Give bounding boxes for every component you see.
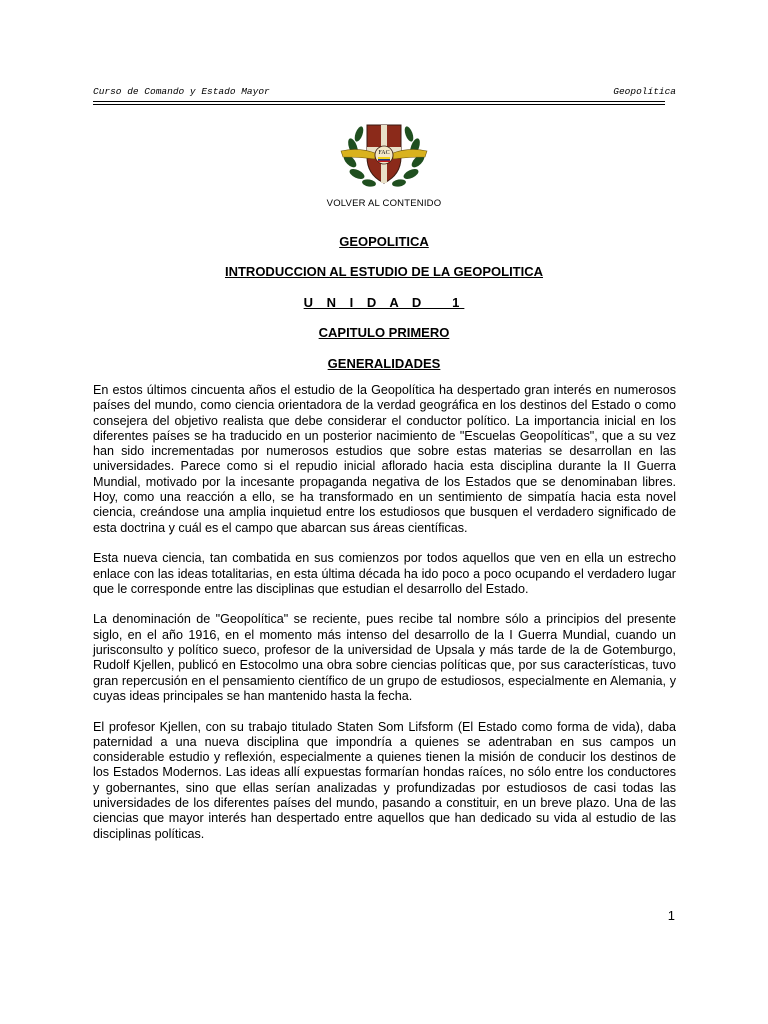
paragraph: En estos últimos cincuenta años el estudio de la Geopolítica ha despertado gran interés en numerosos países del mundo, como ciencia orientadora de la verdad geográfica en los destinos del Estado o como consejera del objetivo realista que debe considerar el conductor político. La importancia inicial en los diferentes países se ha traducido en un posterior nacimiento de "Escuelas Geopolíticas", que a su vez han sido incrementadas por numerosos estudios que sobre estas materias se desarrollan en las universidades. Parece como si el repudio inicial aflorado hacia esta disciplina durante la II Guerra Mundial, motivado por la incesante propaganda negativa de los Estados que se denominaban libres. Hoy, como una reacción a ello, se ha transformado en un sentimiento de simpatía hacia esta novel ciencia, creándose una amplia inquietud entre los estudiosos que busquen el verdadero significado de esta doctrina y cuál es el campo que abarcan sus áreas científicas. — [93, 383, 676, 535]
paragraph: La denominación de "Geopolítica" se reciente, pues recibe tal nombre sólo a principios del presente siglo, en el año 1916, en el momento más intenso del desarrollo de la I Guerra Mundial, cuando un jurisconsulto y político sueco, profesor de la universidad de Upsala y más tarde de la de Gotemburgo, Rudolf Kjellen, publicó en Estocolmo una obra sobre ciencias políticas que, por sus características, tuvo gran repercusión en el pensamiento científico de un grupo de estudiosos, especialmente en Alemania, y cuyas ideas principales se han mantenido hasta la fecha. — [93, 612, 676, 703]
page-number: 1 — [667, 908, 675, 923]
back-to-contents-link[interactable]: VOLVER AL CONTENIDO — [326, 198, 442, 209]
running-header — [93, 86, 676, 100]
chapter-heading: CAPITULO PRIMERO — [318, 325, 450, 340]
header-subject: Geopolítica — [613, 86, 676, 97]
emblem-label: FAC — [378, 150, 390, 156]
paragraph: El profesor Kjellen, con su trabajo titulado Staten Som Lifsform (El Estado como forma de vida), daba paternidad a una nueva disciplina que impondría a quienes se adentraban en sus campos un considerable estudio y reflexión, especialmente a quienes tienen la misión de conducir los destinos de los Estados Modernos. Las ideas allí expuestas formarían hondas raíces, no sólo entre los conductores y gobernantes, sino que ellas serían analizadas y profundizadas por estudiosos de casi todas las universidades de los diferentes países del mundo, pasando a constituir, en un breve plazo. Una de las ciencias que mayor interés han despertado entre aquellos que han dedicado su vida al estudio de las disciplinas políticas. — [93, 719, 676, 841]
body-text — [93, 383, 676, 857]
document-title: GEOPOLITICA — [339, 234, 429, 249]
fac-emblem-icon — [339, 117, 429, 192]
header-rule — [93, 101, 665, 102]
unit-heading: U N I D A D 1 — [303, 295, 465, 310]
header-course-title: Curso de Comando y Estado Mayor — [93, 86, 270, 97]
document-subtitle: INTRODUCCION AL ESTUDIO DE LA GEOPOLITICA — [224, 264, 544, 279]
section-heading: GENERALIDADES — [327, 356, 441, 371]
paragraph: Esta nueva ciencia, tan combatida en sus comienzos por todos aquellos que ven en ella un estrecho enlace con las ideas totalitarias, en esta última década ha ido poco a poco ocupando el verdadero lugar que le corresponde entre las disciplinas que estudian el desarrollo del Estado. — [93, 551, 676, 596]
header-rule-double — [93, 104, 665, 105]
